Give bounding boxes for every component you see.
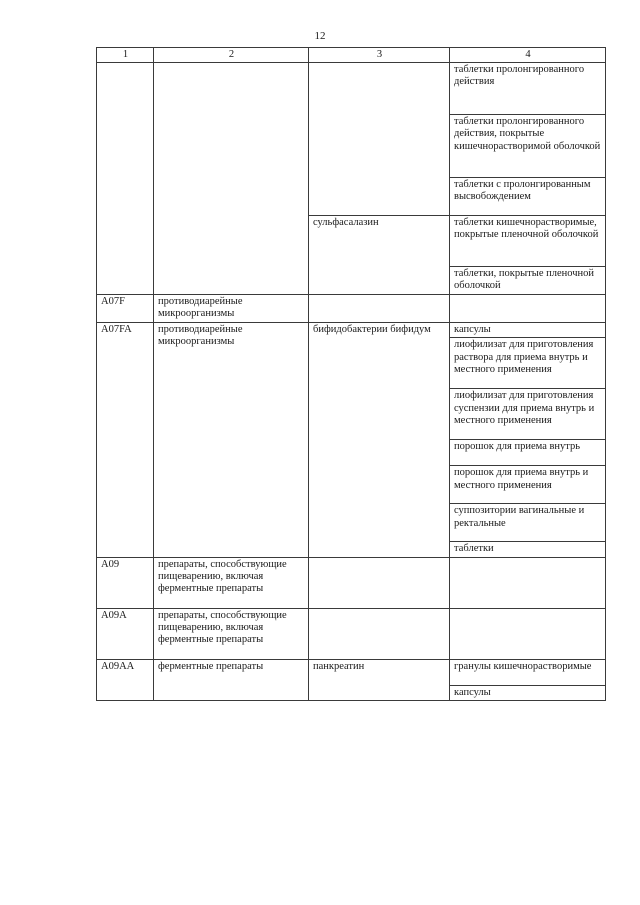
page-number: 12	[314, 30, 326, 42]
group-name-cell: ферментные препараты	[154, 659, 309, 700]
column-header: 1	[97, 48, 154, 63]
substance-cell	[309, 608, 450, 659]
dosage-form-cell: таблетки с пролонгированным высвобождением	[450, 178, 606, 216]
code-cell: A07FA	[97, 322, 154, 557]
group-name-cell: препараты, способствующие пищеварению, включая ферментные препараты	[154, 557, 309, 608]
table-row	[97, 322, 606, 337]
table-row	[97, 295, 606, 323]
substance-cell	[309, 557, 450, 608]
table-row	[97, 557, 606, 608]
substance-cell: сульфасалазин	[309, 216, 450, 295]
dosage-form-cell: капсулы	[450, 685, 606, 700]
dosage-form-cell: лиофилизат для приготовления суспензии для приема внутрь и местного применения	[450, 389, 606, 440]
code-cell: A09A	[97, 608, 154, 659]
drug-table	[96, 47, 606, 701]
dosage-form-cell	[450, 295, 606, 323]
substance-cell: бифидобактерии бифидум	[309, 322, 450, 557]
table-row	[97, 63, 606, 115]
column-header: 2	[154, 48, 309, 63]
dosage-form-cell: таблетки кишечнорастворимые, покрытые пленочной оболочкой	[450, 216, 606, 267]
code-cell: A07F	[97, 295, 154, 323]
dosage-form-cell	[450, 608, 606, 659]
dosage-form-cell: лиофилизат для приготовления раствора для приема внутрь и местного применения	[450, 338, 606, 389]
dosage-form-cell: капсулы	[450, 322, 606, 337]
dosage-form-cell	[450, 557, 606, 608]
dosage-form-cell: таблетки	[450, 542, 606, 557]
dosage-form-cell: таблетки пролонгированного действия, покрытые кишечнорастворимой оболочкой	[450, 115, 606, 178]
group-name-cell: противодиарейные микроорганизмы	[154, 295, 309, 323]
dosage-form-cell: гранулы кишечнорастворимые	[450, 659, 606, 685]
group-name-cell: противодиарейные микроорганизмы	[154, 322, 309, 557]
dosage-form-cell: суппозитории вагинальные и ректальные	[450, 504, 606, 542]
group-name-cell	[154, 63, 309, 295]
dosage-form-cell: порошок для приема внутрь и местного применения	[450, 466, 606, 504]
dosage-form-cell: порошок для приема внутрь	[450, 440, 606, 466]
code-cell	[97, 63, 154, 295]
substance-cell	[309, 295, 450, 323]
table-row	[97, 608, 606, 659]
table-header-row	[97, 48, 606, 63]
code-cell: A09AA	[97, 659, 154, 700]
substance-cell	[309, 63, 450, 216]
dosage-form-cell: таблетки пролонгированного действия	[450, 63, 606, 115]
group-name-cell: препараты, способствующие пищеварению, включая ферментные препараты	[154, 608, 309, 659]
substance-cell: панкреатин	[309, 659, 450, 700]
code-cell: A09	[97, 557, 154, 608]
column-header: 4	[450, 48, 606, 63]
column-header: 3	[309, 48, 450, 63]
table-row	[97, 659, 606, 685]
dosage-form-cell: таблетки, покрытые пленочной оболочкой	[450, 267, 606, 295]
